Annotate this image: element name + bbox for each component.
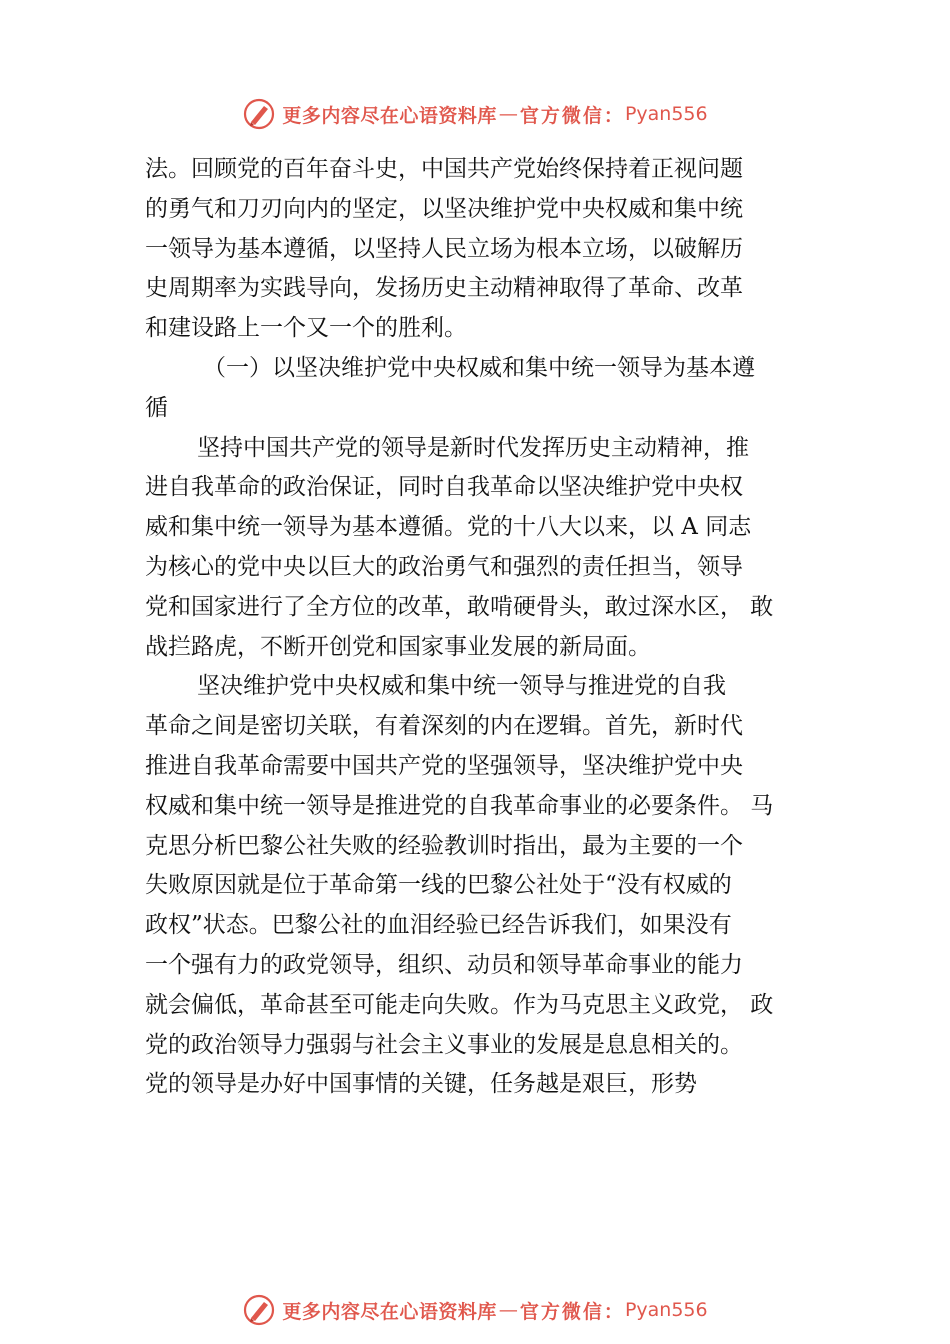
- text-line: 推进自我革命需要中国共产党的坚强领导，坚决维护党中央: [145, 752, 743, 779]
- text-line: 党的政治领导力强弱与社会主义事业的发展是息息相关的。: [145, 1031, 743, 1058]
- watermark-brand: 更多内容尽在心语资料库: [282, 1300, 497, 1323]
- header-watermark: [0, 94, 950, 134]
- footer-watermark: [0, 1290, 950, 1330]
- text-line: 失败原因就是位于革命第一线的巴黎公社处于“没有权威的: [145, 872, 732, 899]
- text-line: 威和集中统一领导为基本遵循。党的十八大以来，以 A 同志: [145, 514, 752, 541]
- text-line: 权威和集中统一领导是推进党的自我革命事业的必要条件。 马: [145, 792, 774, 819]
- watermark-label: 官方微信：: [519, 104, 625, 127]
- text-line: 党和国家进行了全方位的改革，敢啃硬骨头，敢过深水区， 敢: [145, 593, 774, 620]
- text-line: 克思分析巴黎公社失败的经验教训时指出，最为主要的一个: [145, 832, 743, 859]
- document-body: [145, 150, 825, 1105]
- watermark-id: Pyan556: [624, 1299, 708, 1321]
- text-line: 的勇气和刀刃向内的坚定，以坚决维护党中央权威和集中统: [145, 195, 743, 222]
- text-line: 进自我革命的政治保证，同时自我革命以坚决维护党中央权: [145, 474, 743, 501]
- text-line: 一个强有力的政党领导，组织、动员和领导革命事业的能力: [145, 951, 743, 978]
- pen-logo-icon: [242, 97, 276, 131]
- text-line: 坚决维护党中央权威和集中统一领导与推进党的自我: [197, 673, 726, 700]
- text-line: 政权”状态。巴黎公社的血泪经验已经告诉我们，如果没有: [145, 912, 732, 939]
- section-heading: （一）以坚决维护党中央权威和集中统一领导为基本遵: [203, 354, 755, 381]
- watermark-dash: —: [498, 103, 518, 125]
- watermark-dash: —: [498, 1299, 518, 1321]
- pen-logo-icon: [242, 1293, 276, 1327]
- text-line: 一领导为基本遵循，以坚持人民立场为根本立场，以破解历: [145, 235, 743, 262]
- text-line: 为核心的党中央以巨大的政治勇气和强烈的责任担当，领导: [145, 553, 743, 580]
- text-line: 革命之间是密切关联，有着深刻的内在逻辑。首先，新时代: [145, 713, 743, 740]
- text-line: 党的领导是办好中国事情的关键，任务越是艰巨，形势: [145, 1071, 697, 1098]
- section-heading-continued: 循: [145, 394, 168, 421]
- watermark-id: Pyan556: [624, 103, 708, 125]
- text-line: 法。回顾党的百年奋斗史，中国共产党始终保持着正视问题: [145, 156, 743, 182]
- watermark-label: 官方微信：: [519, 1300, 625, 1323]
- text-line: 坚持中国共产党的领导是新时代发挥历史主动精神，推: [197, 434, 749, 461]
- text-line: 战拦路虎，不断开创党和国家事业发展的新局面。: [145, 633, 651, 660]
- watermark-brand: 更多内容尽在心语资料库: [282, 104, 497, 127]
- text-line: 和建设路上一个又一个的胜利。: [145, 315, 467, 342]
- text-line: 史周期率为实践导向，发扬历史主动精神取得了革命、改革: [145, 275, 743, 302]
- text-line: 就会偏低，革命甚至可能走向失败。作为马克思主义政党， 政: [145, 991, 774, 1018]
